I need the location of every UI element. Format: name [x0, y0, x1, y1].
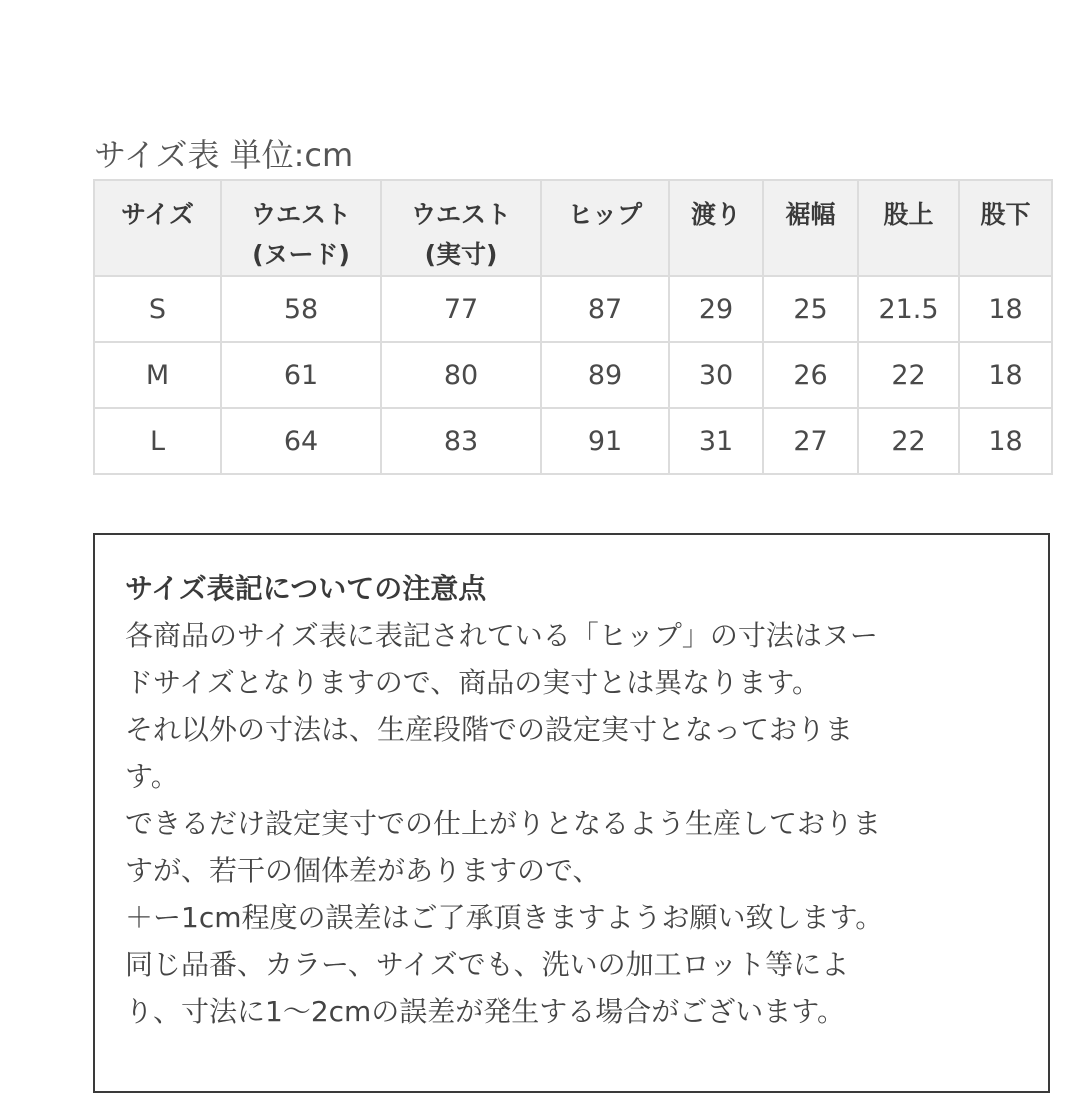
header-label: 股上 [883, 200, 934, 229]
size-table-caption: サイズ表 単位:cm [94, 136, 354, 174]
cell-inseam: 18 [959, 408, 1052, 474]
header-size [94, 180, 221, 276]
header-label: 渡り [690, 200, 741, 229]
table-row [94, 408, 1052, 474]
table-row [94, 342, 1052, 408]
cell-rise: 22 [858, 408, 959, 474]
header-hip [541, 180, 669, 276]
size-notice-box [93, 533, 1050, 1093]
cell-hip: 89 [541, 342, 669, 408]
cell-waist-actual: 83 [381, 408, 541, 474]
notice-line: す。 [125, 760, 179, 793]
header-hem-width [763, 180, 858, 276]
cell-hem-width: 25 [763, 276, 858, 342]
header-waist-actual [381, 180, 541, 276]
header-sublabel: (実寸) [424, 240, 498, 269]
cell-inseam: 18 [959, 276, 1052, 342]
notice-line: それ以外の寸法は、生産段階での設定実寸となっておりま [125, 713, 854, 746]
cell-waist-nude: 58 [221, 276, 381, 342]
table-row [94, 276, 1052, 342]
header-thigh [669, 180, 763, 276]
cell-hem-width: 27 [763, 408, 858, 474]
header-label: ウエスト [250, 200, 351, 229]
header-label: サイズ [120, 200, 194, 229]
cell-size: L [94, 408, 221, 474]
cell-thigh: 31 [669, 408, 763, 474]
header-label: ウエスト [410, 200, 511, 229]
header-waist-nude [221, 180, 381, 276]
cell-waist-actual: 80 [381, 342, 541, 408]
notice-line: ＋ー1cm程度の誤差はご了承頂きますようお願い致します。 [125, 901, 884, 934]
header-inseam [959, 180, 1052, 276]
header-rise [858, 180, 959, 276]
cell-hip: 87 [541, 276, 669, 342]
notice-line: り、寸法に1〜2cmの誤差が発生する場合がございます。 [125, 995, 846, 1028]
cell-waist-nude: 61 [221, 342, 381, 408]
notice-line: ドサイズとなりますので、商品の実寸とは異なります。 [125, 666, 820, 699]
notice-line: 同じ品番、カラー、サイズでも、洗いの加工ロット等によ [125, 948, 850, 981]
cell-hem-width: 26 [763, 342, 858, 408]
header-sublabel: (ヌード) [252, 240, 350, 269]
notice-title: サイズ表記についての注意点 [125, 572, 487, 605]
cell-thigh: 30 [669, 342, 763, 408]
cell-inseam: 18 [959, 342, 1052, 408]
cell-hip: 91 [541, 408, 669, 474]
cell-size: S [94, 276, 221, 342]
notice-line: 各商品のサイズ表に表記されている「ヒップ」の寸法はヌー [125, 619, 878, 652]
cell-size: M [94, 342, 221, 408]
cell-waist-nude: 64 [221, 408, 381, 474]
notice-line: できるだけ設定実寸での仕上がりとなるよう生産しておりま [125, 807, 882, 840]
header-label: 股下 [980, 200, 1031, 229]
cell-waist-actual: 77 [381, 276, 541, 342]
header-label: 裾幅 [785, 200, 836, 229]
cell-rise: 21.5 [858, 276, 959, 342]
cell-thigh: 29 [669, 276, 763, 342]
cell-rise: 22 [858, 342, 959, 408]
notice-line: すが、若干の個体差がありますので、 [125, 854, 601, 887]
size-table [93, 179, 1053, 475]
table-header-row [94, 180, 1052, 276]
header-label: ヒップ [567, 200, 643, 229]
